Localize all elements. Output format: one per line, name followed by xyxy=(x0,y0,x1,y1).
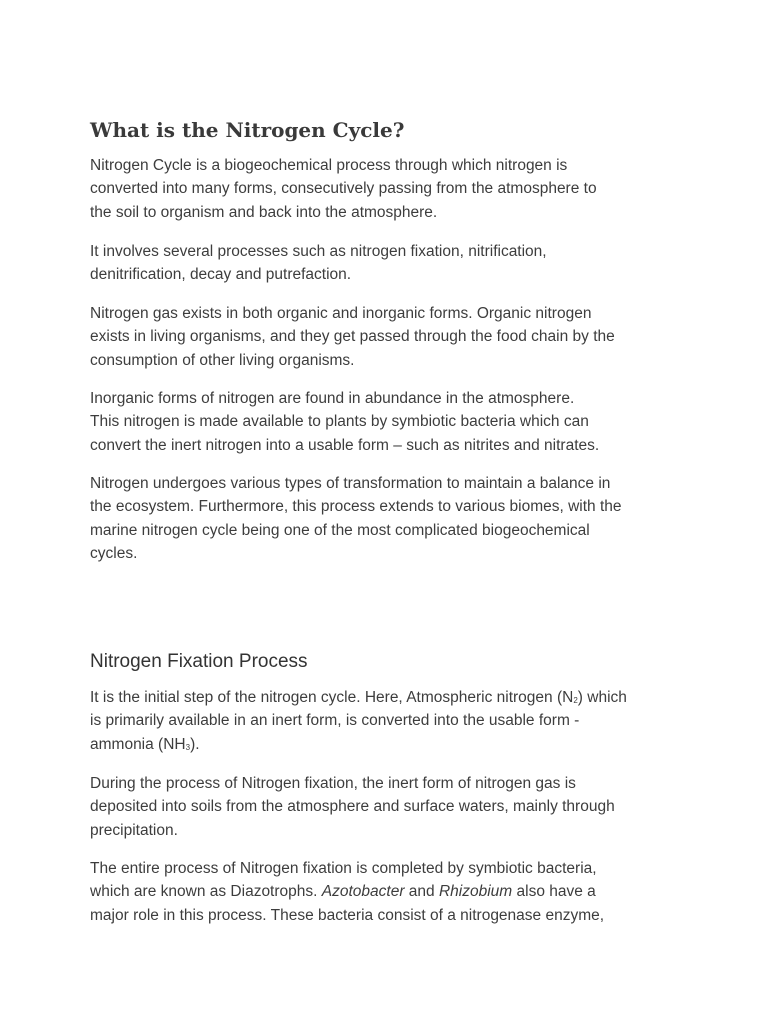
text-line: precipitation. xyxy=(90,821,178,839)
text-line: This nitrogen is made available to plants by symbiotic bacteria which can xyxy=(90,413,589,431)
text-run: ). xyxy=(190,735,200,753)
text-line: the ecosystem. Furthermore, this process extends to various biomes, with the xyxy=(90,498,622,516)
intro-paragraph-1 xyxy=(90,154,690,224)
intro-paragraph-3 xyxy=(90,302,690,372)
article-title: What is the Nitrogen Cycle? xyxy=(90,118,405,142)
section-heading: Nitrogen Fixation Process xyxy=(90,651,308,672)
intro-paragraph-4 xyxy=(90,387,690,457)
text-run: ) which xyxy=(577,689,627,706)
italic-term: Rhizobium xyxy=(438,883,513,901)
fixation-paragraph-1 xyxy=(90,686,690,756)
text-line: The entire process of Nitrogen fixation is completed by symbiotic bacteria, xyxy=(90,860,597,877)
text-line: cycles. xyxy=(90,544,138,562)
fixation-paragraph-2 xyxy=(90,772,690,842)
text-line xyxy=(90,880,690,903)
intro-paragraph-5 xyxy=(90,472,690,565)
intro-paragraph-2 xyxy=(90,240,690,287)
text-line: the soil to organism and back into the atmosphere. xyxy=(90,203,438,221)
text-run: and xyxy=(404,883,439,901)
text-line: Inorganic forms of nitrogen are found in abundance in the atmosphere. xyxy=(90,390,575,407)
text-line: It involves several processes such as nitrogen fixation, nitrification, xyxy=(90,243,547,260)
text-line: convert the inert nitrogen into a usable form – such as nitrites and nitrates. xyxy=(90,436,600,454)
text-line: is primarily available in an inert form, is converted into the usable form - xyxy=(90,712,580,730)
text-line: converted into many forms, consecutively passing from the atmosphere to xyxy=(90,180,597,198)
text-line: Nitrogen gas exists in both organic and inorganic forms. Organic nitrogen xyxy=(90,305,592,322)
text-line: Nitrogen undergoes various types of transformation to maintain a balance in xyxy=(90,475,611,492)
subscript: 2 xyxy=(573,696,578,705)
text-line: consumption of other living organisms. xyxy=(90,351,355,369)
text-line: Nitrogen Cycle is a biogeochemical process through which nitrogen is xyxy=(90,157,568,174)
text-line: marine nitrogen cycle being one of the most complicated biogeochemical xyxy=(90,521,590,539)
text-line: exists in living organisms, and they get passed through the food chain by the xyxy=(90,328,615,346)
fixation-paragraph-3 xyxy=(90,857,690,927)
text-line: denitrification, decay and putrefaction. xyxy=(90,266,352,284)
text-run: which are known as Diazotrophs. xyxy=(90,883,322,901)
text-line xyxy=(90,733,690,756)
italic-term: Azotobacter xyxy=(321,883,405,901)
text-run: also have a xyxy=(512,883,596,901)
text-run: ammonia (NH xyxy=(90,735,186,753)
text-line: major role in this process. These bacteria consist of a nitrogenase enzyme, xyxy=(90,906,605,924)
text-run: It is the initial step of the nitrogen cycle. Here, Atmospheric nitrogen (N xyxy=(90,689,574,706)
text-line: deposited into soils from the atmosphere and surface waters, mainly through xyxy=(90,798,615,816)
text-line: During the process of Nitrogen fixation, the inert form of nitrogen gas is xyxy=(90,775,576,792)
text-line xyxy=(90,686,690,709)
subscript: 3 xyxy=(185,742,191,752)
